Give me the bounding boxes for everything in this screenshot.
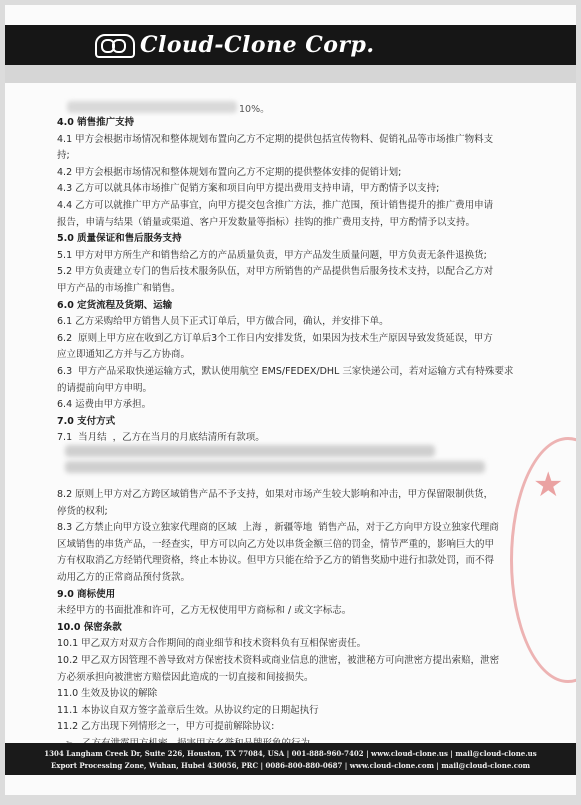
footer-address-us: 1304 Langham Creek Dr, Suite 226, Houston, TX 77084, USA | 001-888-960-7402 | www.cloud-clone.us | mail@cloud-clone.us: [44, 749, 537, 758]
clause-line: 6.2 原则上甲方应在收到乙方订单后3个工作日内安排发货，如果因为技术生产原因导致发货延误，甲方: [57, 332, 493, 344]
clause-line: 动用乙方的正常商品预付货款。: [57, 571, 191, 583]
clause-line: 4.2 甲方会根据市场情况和整体规划布置向乙方不定期的提供整体安排的促销计划;: [57, 166, 402, 178]
clause-line: 6.3 甲方产品采取快递运输方式，默认使用航空 EMS/FEDEX/DHL 三家快递公司，若对运输方式有特殊要求: [57, 365, 514, 377]
clauses-block-2: [57, 487, 537, 753]
clauses-block-1: [57, 115, 537, 447]
clause-line: 8.2 原则上甲方对乙方跨区域销售产品不予支持，如果对市场产生较大影响和冲击，甲方保留限制供货，: [57, 489, 494, 500]
clause-line: 方必须承担向被泄密方赔偿因此造成的一切直接和间接损失。: [57, 671, 314, 683]
clause-line: 应立即通知乙方并与乙方协商。: [57, 349, 191, 361]
clause-line: 报告，申请与结果（销量或渠道、客户开发数量等指标）挂钩的推广费用支持，甲方酌情予以支持。: [57, 216, 476, 228]
clause-line: 6.1 乙方采购给甲方销售人员下正式订单后，甲方做合同，确认，并安排下单。: [57, 316, 389, 328]
company-name: Cloud-Clone Corp.: [140, 32, 375, 58]
clause-line: 持;: [57, 150, 70, 162]
section-heading: 9.0 商标使用: [57, 588, 116, 600]
document-page: [5, 5, 576, 795]
section-heading: 6.0 定货流程及货期、运输: [57, 299, 173, 311]
letterhead-footer: [5, 743, 576, 775]
clause-line: 甲方产品的市场推广和销售。: [57, 282, 181, 294]
section-heading: 4.0 销售推广支持: [57, 117, 135, 128]
redacted-text: [67, 101, 237, 113]
clause-line: 4.3 乙方可以就具体市场推广促销方案和项目向甲方提出费用支持申请，甲方酌情予以支持;: [57, 183, 440, 195]
clause-line: 5.1 甲方对甲方所生产和销售给乙方的产品质量负责，甲方产品发生质量问题，甲方负责无条件退换货;: [57, 249, 487, 261]
cloud-logo-icon: [95, 34, 135, 58]
clause-line: 8.3 乙方禁止向甲方设立独家代理商的区域 上海 ，新疆等地 销售产品，对于乙方向甲方设立独家代理商: [57, 522, 499, 534]
clause-line: 6.4 运费由甲方承担。: [57, 399, 152, 411]
footer-address-cn: Export Processing Zone, Wuhan, Hubei 430056, PRC | 0086-800-880-0687 | www.cloud-clone.com | mail@cloud-clone.com: [50, 761, 531, 770]
section-heading: 5.0 质量保证和售后服务支持: [57, 233, 182, 245]
clause-line: 11.1 本协议自双方签字盖章后生效。从协议约定的日期起执行: [57, 704, 319, 716]
clause-line: 区域销售的串货产品，一经查实，甲方可以向乙方处以串货金额三倍的罚金，情节严重的，影响巨大的甲: [57, 538, 495, 550]
clause-line: 7.1 当月结 ，乙方在当月的月底结清所有款项。: [57, 432, 265, 444]
top-fragment: 10%。: [239, 104, 270, 115]
clause-line: 的请提前向甲方申明。: [57, 382, 153, 394]
section-heading: 7.0 支付方式: [57, 415, 116, 427]
clause-line: 11.2 乙方出现下列情形之一，甲方可提前解除协议:: [57, 721, 275, 733]
clause-line: 4.4 乙方可以就推广甲方产品事宜，向甲方提交包含推广方法，推广范围，预计销售提升的推广费用申请: [57, 199, 494, 211]
clause-line: 未经甲方的书面批准和许可，乙方无权使用甲方商标和 / 或文字标志。: [57, 605, 352, 617]
clause-line: 10.1 甲乙双方对双方合作期间的商业细节和技术资料负有互相保密责任。: [57, 638, 367, 650]
seal-star-icon: ★: [533, 465, 564, 505]
clause-line: 方有权取消乙方经销代理资格，终止本协议。但甲方只能在给予乙方的销售奖励中进行扣款处罚，而不得: [57, 555, 495, 567]
clause-line: 停货的权利;: [57, 505, 108, 517]
clause-line: 4.1 甲方会根据市场情况和整体规划布置向乙方不定期的提供包括宣传物料、促销礼品等市场推广物料支: [57, 133, 494, 145]
section-heading: 10.0 保密条款: [57, 621, 122, 633]
redacted-text: [65, 445, 435, 457]
clause-line: 10.2 甲乙双方因管理不善导致对方保密技术资料或商业信息的泄密，被泄秘方可向泄密方提出索赔，泄密: [57, 654, 500, 666]
redacted-text: [65, 461, 485, 473]
clause-line: 5.2 甲方负责建立专门的售后技术服务队伍，对甲方所销售的产品提供售后服务技术支持，以配合乙方对: [57, 266, 494, 278]
clause-line: 11.0 生效及协议的解除: [57, 688, 158, 700]
